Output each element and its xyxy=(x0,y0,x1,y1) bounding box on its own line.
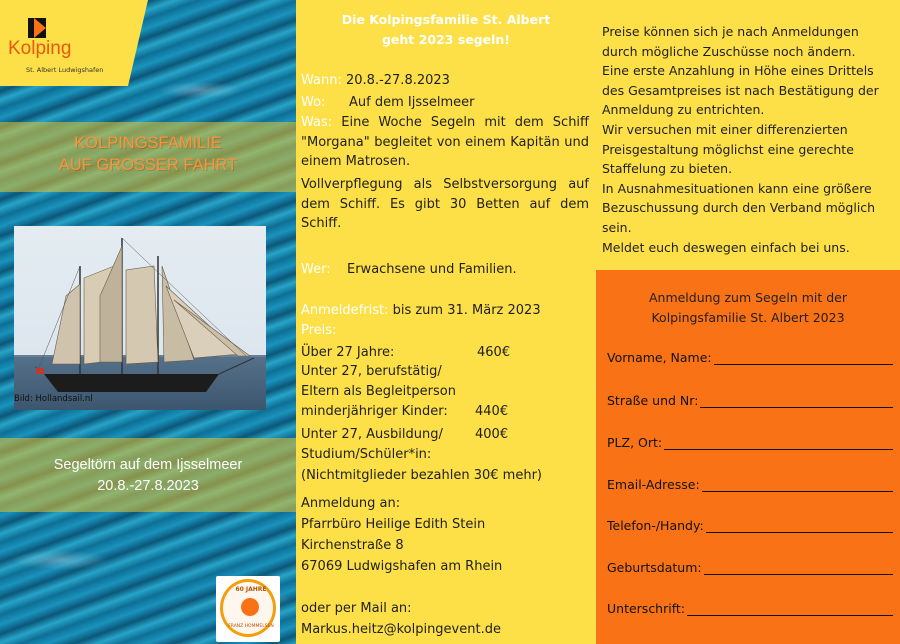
who-row xyxy=(301,260,517,279)
email-field[interactable]: Email-Adresse: xyxy=(607,477,893,492)
details-heading-line2: geht 2023 segeln! xyxy=(381,32,511,47)
price-note: (Nichtmitglieder bezahlen 30€ mehr) xyxy=(301,468,542,483)
details-heading-line1: Die Kolpingsfamilie St. Albert xyxy=(341,12,551,27)
note-line: Preisgestaltung möglichst eine gerechte xyxy=(602,141,854,157)
mail-address[interactable]: Markus.heitz@kolpingevent.de xyxy=(301,622,501,637)
price-row-working: Unter 27, berufstätig/ xyxy=(301,364,442,379)
registration-office: Pfarrbüro Heilige Edith Stein xyxy=(301,517,486,532)
note-line: In Ausnahmesituationen kann eine größere xyxy=(602,180,872,196)
phone-field[interactable]: Telefon-/Handy: xyxy=(607,518,893,533)
deadline-row xyxy=(301,301,541,320)
cover-title-line1: KOLPINGSFAMILIE xyxy=(74,134,222,152)
name-field[interactable]: Vorname, Name: xyxy=(607,350,893,365)
who-value: Erwachsene und Familien. xyxy=(347,262,517,277)
cover-subtitle-line1: Segeltörn auf dem Ijsselmeer xyxy=(53,457,243,473)
form-title xyxy=(596,288,900,328)
note-line: Meldet euch deswegen einfach bei uns. xyxy=(602,239,850,255)
sailing-ship-icon xyxy=(14,226,266,410)
note-line: Preise können sich je nach Anmeldungen xyxy=(602,24,859,39)
note-line: durch mögliche Zuschüsse noch ändern. xyxy=(602,43,856,59)
price-over27: 460€ xyxy=(477,345,511,360)
who-label: Wer: xyxy=(301,262,331,277)
form-title-line2: Kolpingsfamilie St. Albert 2023 xyxy=(651,310,845,325)
kolping-k-icon xyxy=(28,18,46,38)
sailing-ship-photo xyxy=(14,226,266,410)
what-row xyxy=(301,113,589,172)
deadline-label: Anmeldefrist: xyxy=(301,303,389,318)
logo-name: Kolping xyxy=(8,38,72,59)
kolping-logo xyxy=(0,0,128,86)
catering-text: Vollverpflegung als Selbstversorgung auf dem Schiff. Es gibt 30 Betten auf dem Schiff. xyxy=(301,177,589,231)
deadline-value: bis zum 31. März 2023 xyxy=(392,303,541,318)
mail-intro: oder per Mail an: xyxy=(301,601,412,616)
photo-credit: Bild: Hollandsail.nl xyxy=(14,394,93,404)
cover-title-line2: AUF GROSSER FAHRT xyxy=(58,156,238,174)
note-line: des Gesamtpreises ist nach Bestätigung der xyxy=(602,82,879,98)
what-text: Eine Woche Segeln mit dem Schiff "Morgana" begleitet von einem Kapitän und einem Matrosen. xyxy=(301,115,590,169)
pricing-notes xyxy=(596,0,900,270)
price-working: 440€ xyxy=(475,404,509,419)
note-line: sein. xyxy=(602,219,632,235)
signature-field[interactable]: Unterschrift: xyxy=(607,601,893,616)
anniversary-badge xyxy=(216,576,280,642)
note-line: Anmeldung zu entrichten. xyxy=(602,102,765,118)
registration-street: Kirchenstraße 8 xyxy=(301,538,404,553)
note-line: Bezuschussung durch den Verband möglich xyxy=(602,200,876,216)
price-students: 400€ xyxy=(475,427,509,442)
registration-heading: Anmeldung an: xyxy=(301,496,401,511)
what-label: Was: xyxy=(301,115,333,130)
cover-title xyxy=(0,122,296,192)
cover-subtitle xyxy=(0,438,296,512)
cover-panel xyxy=(0,0,296,644)
logo-subtitle: St. Albert Ludwigshafen xyxy=(26,66,104,74)
details-panel: Die Kolpingsfamilie St. Albert geht 2023 segeln! Wann: 20.8.-27.8.2023 Wo: Auf dem Ijsselmeer Was: Eine Woche Segeln mit dem Schiff "Morgana" begleitet von einem Kapitän und einem Matrosen. Vollverpflegung als Selbstversorgung auf dem Schiff. Es gibt 30 Betten auf dem Schiff. Wer: Erwachsene und Familien. Anmeldefrist: bis zum 31. März 2023 Preis: Über 27 Jahre: 460€ Unter 27, berufstätig/ Eltern als Begleitperson minderjähriger Kinder: 440€ Unter 27, Ausbildung/ 400€ Studium/Schüler*in: (Nichtmitglieder bezahlen 30€ mehr) Anmeldung an: Pfarrbüro Heilige Edith Stein Kirchenstraße 8 67069 Ludwigshafen am Rhein oder per Mail an: Markus.heitz@kolpingevent.de xyxy=(296,0,596,644)
birthdate-field[interactable]: Geburtsdatum: xyxy=(607,560,893,575)
where-value: Auf dem Ijsselmeer xyxy=(349,95,475,110)
when-value: 20.8.-27.8.2023 xyxy=(346,73,450,88)
price-row-students: Unter 27, Ausbildung/ 400€ xyxy=(301,425,591,445)
badge-emblem-icon xyxy=(241,598,259,616)
details-heading xyxy=(296,10,596,50)
cover-subtitle-line2: 20.8.-27.8.2023 xyxy=(97,478,199,494)
registration-city: 67069 Ludwigshafen am Rhein xyxy=(301,559,503,574)
badge-bottom-text: FRANZ HOMMELSEN xyxy=(228,624,274,629)
street-field[interactable]: Straße und Nr: xyxy=(607,393,893,408)
when-label: Wann: xyxy=(301,73,342,88)
where-label: Wo: xyxy=(301,95,326,110)
price-label: Preis: xyxy=(301,323,337,338)
price-row-over27: Über 27 Jahre: 460€ xyxy=(301,343,591,363)
registration-form xyxy=(596,270,900,644)
note-line: Staffelung zu bieten. xyxy=(602,161,733,177)
postal-city-field[interactable]: PLZ, Ort: xyxy=(607,435,893,450)
note-line: Eine erste Anzahlung in Höhe eines Drittels xyxy=(602,63,874,79)
form-title-line1: Anmeldung zum Segeln mit der xyxy=(648,290,848,305)
badge-top-text: 60 JAHRE xyxy=(235,586,267,593)
note-line: Wir versuchen mit einer differenzierten xyxy=(602,121,848,137)
where-row xyxy=(301,93,475,112)
when-row xyxy=(301,71,450,90)
